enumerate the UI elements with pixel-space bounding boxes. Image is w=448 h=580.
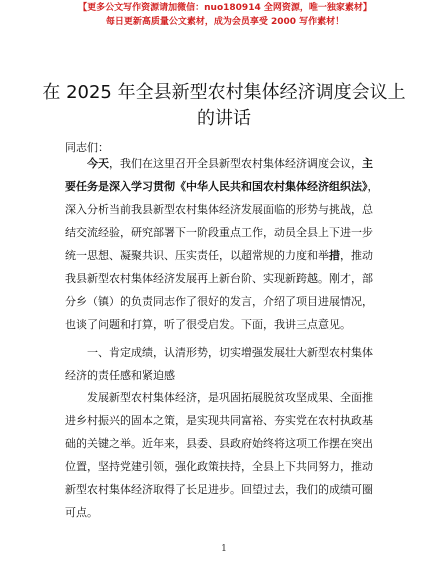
paragraph-1 — [65, 152, 383, 336]
para1-text-2: ，深入分析当前我县新型农村集体经济发展面临的形势与挑战，总结交流经验，研究部署下一阶段重点工作，动员全县上下进一步统一思想、凝聚共识、压实责任，以超常规的力度和举 — [65, 180, 379, 262]
para1-text-1: ，我们在这里召开全县新型农村集体经济调度会议， — [109, 157, 362, 170]
banner-line-2: 每日更新高质量公文素材，成为会员享受 2000 写作素材！ — [105, 17, 345, 27]
banner-line-1: 【更多公文写作资源请加微信：nuo180914 全网资源，唯一独家素材】 — [78, 3, 372, 13]
section-heading-1: 一、肯定成绩，认清形势，切实增强发展壮大新型农村集体经济的责任感和紧迫感 — [65, 346, 373, 382]
para1-text-3: ，推动我县新型农村集体经济发展再上新台阶、实现新跨越。刚才，部分乡（镇）的负责同志作了很好的发言，介绍了项目进展情况，也谈了问题和打算，听了很受启发。下面，我讲三点意见。 — [65, 249, 373, 331]
para1-bold-1: 主要任务是深入学习贯彻《中华人民共和国农村集体经济组织法》 — [65, 157, 373, 193]
promo-banner — [60, 2, 390, 29]
document-title: 在 2025 年全县新型农村集体经济调度会议上的讲话 — [42, 82, 406, 129]
page-number: 1 — [221, 544, 227, 554]
salutation: 同志们： — [65, 141, 109, 154]
para1-bold-2: 措 — [329, 249, 340, 262]
paragraph-2: 发展新型农村集体经济，是巩固拓展脱贫攻坚成果、全面推进乡村振兴的固本之策，是实现共同富裕、夯实党在农村执政基础的关键之举。近年来，县委、县政府始终将这项工作摆在突出位置，坚持党建引领，强化政策扶持，全县上下共同努力，推动新型农村集体经济取得了长足进步。回望过去，我们的成绩可圈可点。 — [65, 391, 373, 519]
para1-lead: 今天 — [87, 157, 109, 170]
